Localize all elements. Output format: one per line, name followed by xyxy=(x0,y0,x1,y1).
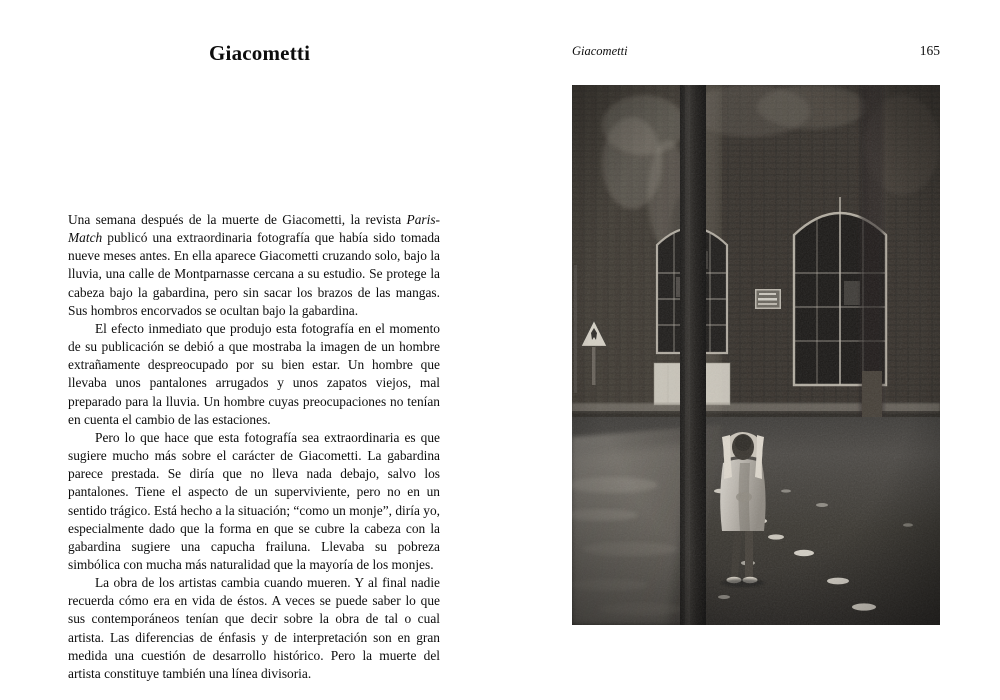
text-run: La obra de los artistas cambia cuando mueren. Y al final nadie recuerda cómo era en vida de éstos. A veces se puede saber lo que sus contemporáneos tenían que decir sobre la obra de tal o cual artista. Las diferencias de énfasis y de interpretación son en gran medida una cuestión de desarrollo histórico. Pero la muerte del artista constituye también una línea divisoria. xyxy=(68,575,440,681)
page-number: 165 xyxy=(919,43,940,58)
paragraph-2 xyxy=(68,320,440,429)
text-run: El efecto inmediato que produjo esta fotografía en el momento de su publicación se debió a que mostraba la imagen de un hombre extrañamente despreocupado por su bien estar. Un hombre que llevaba unos pantalones arrugados y unos zapatos viejos, mal preparado para la lluvia. Un hombre cuyas preocupaciones no tenían en cuenta el cambio de las estaciones. xyxy=(68,320,440,427)
photo-artwork xyxy=(572,85,940,625)
paragraph-1 xyxy=(68,211,440,320)
right-page xyxy=(500,0,1000,700)
paragraph-4 xyxy=(68,574,440,683)
text-run: Una semana después de la muerte de Giacometti, la revista xyxy=(68,212,407,227)
chapter-title: Giacometti xyxy=(209,41,311,65)
body-text-column xyxy=(68,211,440,683)
giacometti-crossing-street-photo xyxy=(572,85,940,625)
running-head: Giacometti xyxy=(572,44,628,58)
text-run: publicó una extraordinaria fotografía que había sido tomada nueve meses antes. En ella aparece Giacometti cruzando solo, bajo la lluvia, una calle de Montparnasse cercana a su estudio. Se protege la cabeza bajo la gabardina, pero sin sacar los brazos de las mangas. Sus hombros encorvados se ocultan bajo la gabardina. xyxy=(68,230,440,318)
italic-run: Paris-Match xyxy=(68,212,440,246)
vignette xyxy=(572,85,940,625)
paragraph-3 xyxy=(68,429,440,574)
text-run: Pero lo que hace que esta fotografía sea extraordinaria es que sugiere mucho más sobre el carácter de Giacometti. La gabardina parece prestada. Se diría que no lleva nada debajo, salvo los pantalones. Tiene el aspecto de un superviviente, pero no en un sentido trágico. Está hecho a la situación; “como un monje”, diría yo, especialmente dado que la forma en que se cubre la cabeza con la gabardina sugiere una capucha frailuna. Llevaba su pobreza simbólica con mucha más naturalidad que la mayoría de los monjes. xyxy=(68,429,440,572)
